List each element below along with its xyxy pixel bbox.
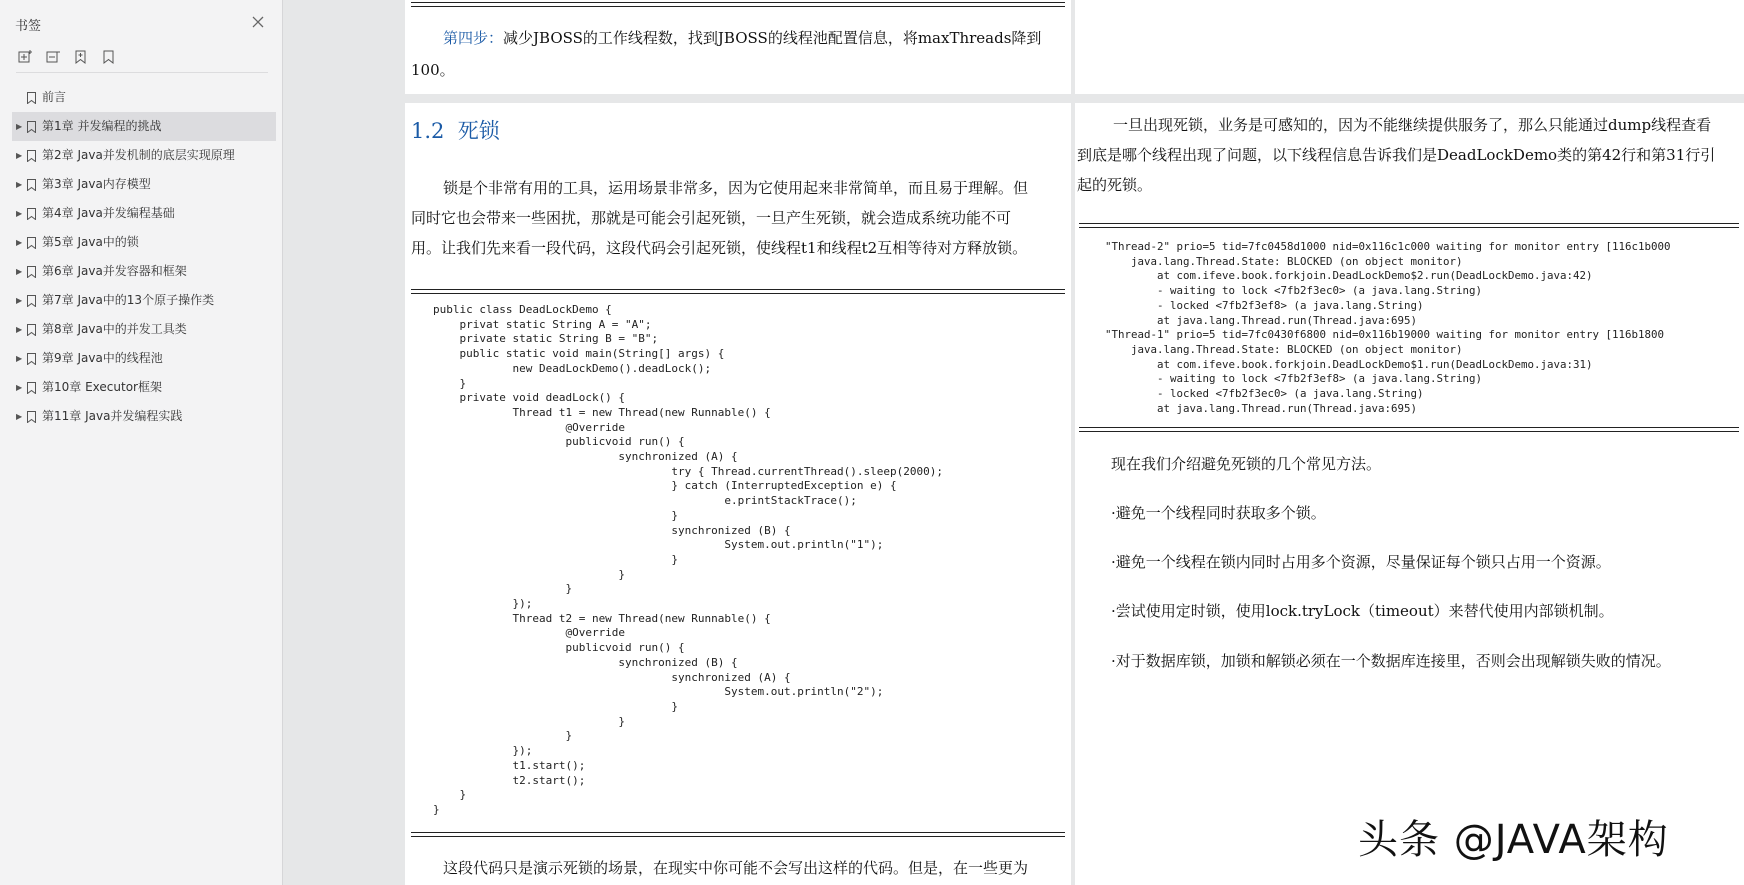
bookmark-label: 第4章 Java并发编程基础 bbox=[42, 206, 175, 220]
bookmark-icon bbox=[27, 179, 36, 191]
bookmark-label: 第2章 Java并发机制的底层实现原理 bbox=[42, 148, 235, 162]
section-heading bbox=[411, 115, 500, 145]
code-bottom-rule bbox=[411, 832, 1065, 837]
bookmark-label: 第5章 Java中的锁 bbox=[42, 235, 139, 249]
step-label: 第四步： bbox=[443, 29, 504, 47]
intro-line: 用。让我们先来看一段代码，这段代码会引起死锁，使线程t1和线程t2互相等待对方释放锁。 bbox=[411, 239, 1028, 257]
bookmark-toolbar bbox=[16, 48, 118, 68]
page-fragment-left bbox=[405, 0, 1071, 94]
bookmark-item[interactable] bbox=[12, 112, 276, 141]
expand-arrow-icon[interactable]: ▶ bbox=[16, 383, 23, 392]
bookmark-icon bbox=[27, 92, 36, 104]
expand-arrow-icon[interactable]: ▶ bbox=[16, 151, 23, 160]
bookmark-item[interactable] bbox=[12, 83, 276, 112]
section-number: 1.2 bbox=[411, 119, 445, 143]
step-four-text bbox=[443, 23, 1073, 53]
dump-bottom-rule bbox=[1079, 427, 1739, 432]
bookmark-icon bbox=[27, 353, 36, 365]
bookmark-icon bbox=[27, 295, 36, 307]
bookmark-label: 第10章 Executor框架 bbox=[42, 380, 162, 394]
bookmark-label: 第8章 Java中的并发工具类 bbox=[42, 322, 187, 336]
bookmark-item[interactable] bbox=[12, 402, 276, 431]
bookmark-list bbox=[12, 83, 276, 431]
step-line-1: 减少JBOSS的工作线程数，找到JBOSS的线程池配置信息，将maxThreads降到 bbox=[503, 29, 1042, 47]
intro-line: 起的死锁。 bbox=[1077, 176, 1153, 194]
expand-arrow-icon[interactable]: ▶ bbox=[16, 325, 23, 334]
bookmark-item[interactable] bbox=[12, 286, 276, 315]
method-item: ·对于数据库锁，加锁和解锁必须在一个数据库连接里，否则会出现解锁失败的情况。 bbox=[1111, 652, 1671, 670]
method-item: ·尝试使用定时锁，使用lock.tryLock（timeout）来替代使用内部锁机制。 bbox=[1111, 602, 1614, 620]
bookmark-label: 第11章 Java并发编程实践 bbox=[42, 409, 183, 423]
bookmark-item[interactable] bbox=[12, 344, 276, 373]
watermark: 头条 @JAVA架构 bbox=[1358, 817, 1669, 863]
bookmark-label: 第6章 Java并发容器和框架 bbox=[42, 264, 187, 278]
section-title: 死锁 bbox=[457, 119, 500, 143]
intro-line: 同时它也会带来一些困扰，那就是可能会引起死锁，一旦产生死锁，就会造成系统功能不可 bbox=[411, 209, 1012, 227]
bookmark-icon bbox=[27, 150, 36, 162]
collapse-all-icon[interactable] bbox=[44, 48, 62, 66]
close-icon[interactable] bbox=[250, 14, 266, 30]
intro-line: 锁是个非常有用的工具，运用场景非常多，因为它使用起来非常简单，而且易于理解。但 bbox=[443, 179, 1029, 197]
expand-arrow-icon[interactable]: ▶ bbox=[16, 180, 23, 189]
page-fragment-right bbox=[1075, 0, 1744, 94]
bookmark-icon bbox=[27, 382, 36, 394]
expand-arrow-icon[interactable]: ▶ bbox=[16, 412, 23, 421]
expand-arrow-icon[interactable]: ▶ bbox=[16, 238, 23, 247]
expand-arrow-icon[interactable]: ▶ bbox=[16, 354, 23, 363]
bookmark-label: 第1章 并发编程的挑战 bbox=[42, 119, 162, 133]
expand-arrow-icon[interactable]: ▶ bbox=[16, 267, 23, 276]
bookmark-icon bbox=[27, 208, 36, 220]
bookmark-item[interactable] bbox=[12, 170, 276, 199]
page-right bbox=[1075, 103, 1744, 885]
expand-arrow-icon[interactable]: ▶ bbox=[16, 209, 23, 218]
bookmark-icon bbox=[27, 266, 36, 278]
method-item: ·避免一个线程在锁内同时占用多个资源，尽量保证每个锁只占用一个资源。 bbox=[1111, 553, 1611, 571]
intro-line: 到底是哪个线程出现了问题，以下线程信息告诉我们是DeadLockDemo类的第42行和第31行引 bbox=[1077, 146, 1716, 164]
bookmark-icon bbox=[27, 121, 36, 133]
bookmark-icon[interactable] bbox=[100, 48, 118, 66]
bookmark-item[interactable] bbox=[12, 199, 276, 228]
bookmark-item[interactable] bbox=[12, 315, 276, 344]
expand-arrow-icon[interactable]: ▶ bbox=[16, 122, 23, 131]
bookmark-label: 第3章 Java内存模型 bbox=[42, 177, 151, 191]
step-line-2: 100。 bbox=[411, 61, 455, 79]
toolbar-divider bbox=[16, 72, 268, 73]
dump-top-rule bbox=[1079, 223, 1739, 228]
intro-paragraph bbox=[411, 173, 1071, 263]
bookmark-label: 前言 bbox=[42, 90, 67, 104]
methods-intro: 现在我们介绍避免死锁的几个常见方法。 bbox=[1111, 455, 1382, 473]
method-item: ·避免一个线程同时获取多个锁。 bbox=[1111, 504, 1326, 522]
expand-all-icon[interactable] bbox=[16, 48, 34, 66]
bookmark-label: 第9章 Java中的线程池 bbox=[42, 351, 163, 365]
page-left bbox=[405, 103, 1071, 885]
bookmark-icon bbox=[27, 237, 36, 249]
code-block: public class DeadLockDemo { privat static String A = "A"; private static String B = "B"; public static void main(String[] args) { new DeadLockDemo().deadLock(); } private void deadLock() { Thread t1 = new Thread(new Runnable() { @Override publicvoid run() { synchronized (A) { try { Thread.currentThread().sleep(2000); } catch (InterruptedException e) { e.printStackTrace(); } synchronized (B) { System.out.println("1"); } } } }); Thread t2 = new Thread(new Runnable() { @Override publicvoid run() { synchronized (B) { synchronized (A) { System.out.println("2"); } } } }); t1.start(); t2.start(); } } bbox=[433, 303, 943, 816]
thread-dump-block: "Thread-2" prio=5 tid=7fc0458d1000 nid=0x116c1c000 waiting for monitor entry [116c1b000 java.lang.Thread.State: BLOCKED (on object monitor) at com.ifeve.book.forkjoin.DeadLockDemo$2.run(DeadLockDemo.java:42) - waiting to lock <7fb2f3ec0> (a java.lang.String) - locked <7fb2f3ef8> (a java.lang.String) at java.lang.Thread.run(Thread.java:695) "Thread-1" prio=5 tid=7fc0430f6800 nid=0x116b19000 waiting for monitor entry [116b1800 java.lang.Thread.State: BLOCKED (on object monitor) at com.ifeve.book.forkjoin.DeadLockDemo$1.run(DeadLockDemo.java:31) - waiting to lock <7fb2f3ef8> (a java.lang.String) - locked <7fb2f3ec0> (a java.lang.String) at java.lang.Thread.run(Thread.java:695) bbox=[1105, 240, 1671, 415]
bookmark-panel bbox=[0, 0, 283, 885]
bookmark-item[interactable] bbox=[12, 373, 276, 402]
bookmark-item[interactable] bbox=[12, 257, 276, 286]
bookmark-item[interactable] bbox=[12, 228, 276, 257]
bookmark-label: 第7章 Java中的13个原子操作类 bbox=[42, 293, 215, 307]
bookmark-panel-title: 书签 bbox=[15, 19, 42, 34]
bookmark-item[interactable] bbox=[12, 141, 276, 170]
add-bookmark-icon[interactable] bbox=[72, 48, 90, 66]
dump-intro-paragraph bbox=[1077, 110, 1744, 200]
intro-line: 一旦出现死锁，业务是可感知的，因为不能继续提供服务了，那么只能通过dump线程查看 bbox=[1113, 116, 1712, 134]
bookmark-icon bbox=[27, 411, 36, 423]
bookmark-icon bbox=[27, 324, 36, 336]
rule bbox=[411, 2, 1065, 7]
code-top-rule bbox=[411, 289, 1065, 294]
expand-arrow-icon[interactable]: ▶ bbox=[16, 296, 23, 305]
bottom-paragraph-line: 这段代码只是演示死锁的场景，在现实中你可能不会写出这样的代码。但是，在一些更为 bbox=[443, 859, 1029, 877]
